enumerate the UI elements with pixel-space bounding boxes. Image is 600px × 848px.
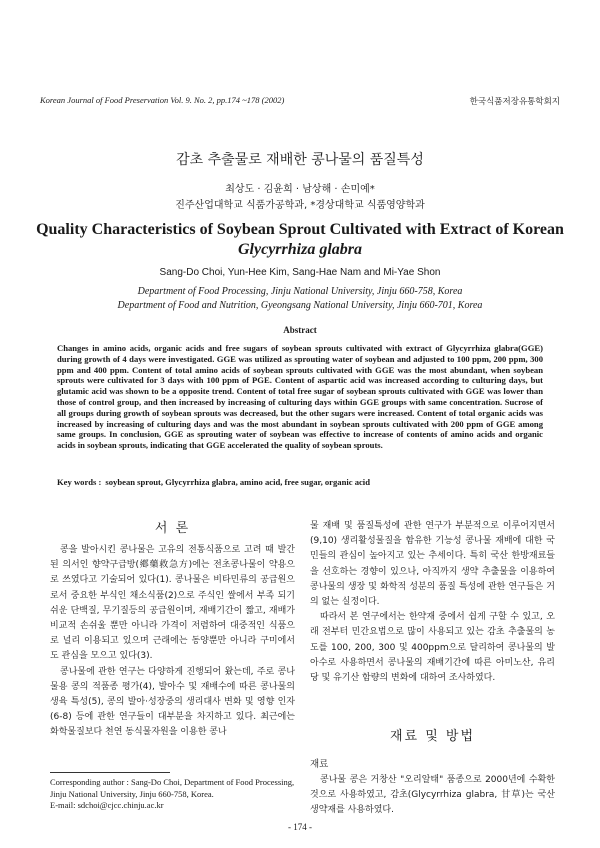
right-paragraph-1: 물 재배 및 품질특성에 관한 연구가 부분적으로 이루어지면서(9,10) 생리활성물질을 함유한 기능성 콩나물 재배에 대한 국민들의 관심이 높아지고 있는 추세이다. 특히 국산 한방재료들을 선호하는 경향이 있으나, 아직까지 생약 추출물을 이용하여 콩나물의 생장 및 화학적 성분의 품질 특성에 관한 연구들은 거의 없는 실정이다. [310, 521, 555, 608]
keywords-line [57, 477, 543, 487]
methods-heading: 재료 및 방법 [389, 729, 476, 744]
intro-heading: 서 론 [154, 521, 191, 536]
footnote-rule [50, 772, 170, 773]
corresponding-author: Corresponding author : Sang-Do Choi, Department of Food Processing, Jinju National University, Jinju 660-758, Korea. [50, 777, 295, 799]
keywords-label: Key words : [57, 477, 102, 487]
author-email: E-mail: sdchoi@cjcc.chinju.ac.kr [50, 800, 164, 810]
keywords-list: soybean sprout, Glycyrrhiza glabra, amino acid, free sugar, organic acid [105, 477, 370, 487]
english-title-line2: Glycyrrhiza glabra [238, 241, 362, 258]
page-number: - 174 - [288, 822, 312, 832]
intro-paragraph-2: 콩나물에 관한 연구는 다양하게 진행되어 왔는데, 주로 콩나물용 콩의 적품종 평가(4), 발아수 및 재배수에 따른 콩나물의 생육 특성(5), 콩의 발아·성장중의 생리대사 변화 및 영향 인자(6-8) 등에 관한 연구들이 대부분을 차지하고 있다. 최근에는 화학물질보다 천연 동식물자원을 이용한 콩나 [50, 666, 295, 738]
society-name: 한국식품저장유통학회지 [469, 97, 560, 107]
korean-title: 감초 추출물로 재배한 콩나물의 품질특성 [176, 152, 424, 168]
english-title [0, 220, 600, 260]
english-title-line1: Quality Characteristics of Soybean Sprout Cultivated with Extract of Korean [36, 221, 564, 238]
english-authors: Sang-Do Choi, Yun-Hee Kim, Sang-Hae Nam and Mi-Yae Shon [159, 267, 441, 278]
materials-subheading: 재료 [310, 759, 329, 770]
abstract-heading: Abstract [283, 325, 317, 335]
abstract-body: Changes in amino acids, organic acids and free sugars of soybean sprouts cultivated with extract of Glycyrrhiza glabra(GGE) during growth of 4 days were investigated. GGE was utilized as sprouting water of soybean and adjusted to 100 ppm, 200 ppm, 300 ppm and 400 ppm. Content of total amino acids of soybean sprouts cultivated with GGE was the most abundant, when soybean sprouts were cultivated for 3 days with 100 ppm of PGE. Content of aspartic acid was increased according to culturing days, but glutamic acid was shown to be a opposite trend. Content of total free sugar of soybean sprouts cultivated with GGE was lower than those of control group, and then increased by increasing of culturing days within GGE groups with same concentration. Sucrose of all groups during growth of soybean sprouts was decreased, but the other sugars were increased. Content of total organic acids was increased by increasing of culturing days and was the most abundant in soybean sprouts cultivated with 200 ppm of GGE among same groups. In conclusion, GGE as sprouting water of soybean was effective to increase of contents of amino acids and organic acids in soybean sprouts, indicating that GGE accelerated the quality of soybean sprouts. [57, 343, 543, 451]
materials-column [310, 773, 555, 819]
korean-affiliation: 진주산업대학교 식품가공학과, *경상대학교 식품영양학과 [175, 200, 425, 211]
right-paragraph-2: 따라서 본 연구에서는 한약재 중에서 쉽게 구할 수 있고, 오래 전부터 민간요법으로 많이 사용되고 있는 감초 추출물의 농도를 100, 200, 300 및 400ppm으로 달리하여 콩나물의 발아수로 사용하면서 콩나물의 재배기간에 따른 아미노산, 유리당 및 유기산 함량의 변화에 대하여 조사하였다. [310, 612, 555, 684]
footnote [50, 777, 295, 812]
affiliation-2: Department of Food and Nutrition, Gyeongsang National University, Jinju 660-701, Korea [117, 300, 483, 311]
korean-authors: 최상도 · 김윤희 · 남상해 · 손미예* [225, 184, 375, 195]
affiliation-1: Department of Food Processing, Jinju National University, Jinju 660-758, Korea [137, 286, 463, 297]
right-column [310, 519, 555, 686]
intro-column [50, 543, 295, 741]
materials-paragraph: 콩나물 콩은 거창산 "오리알태" 품종으로 2000년에 수확한 것으로 사용하였고, 감초(Glycyrrhiza glabra, 甘草)는 국산 생약재를 사용하였다. [310, 775, 555, 816]
intro-paragraph-1: 콩을 발아시킨 콩나물은 고유의 전통식품으로 고려 때 발간된 의서인 향약구급방(鄕藥救急方)에는 전초콩나물이 약용으로 쓰였다고 기술되어 있다(1). 콩나물은 비타민류의 공급원으로서 중요한 부식인 채소식품(2)으로 주식인 쌀에서 부족 되기 쉬운 단백질, 무기질등의 공급원이며, 재배기간이 짧고, 재배가 비교적 손쉬울 뿐만 아니라 가격이 저렴하여 대중적인 식품으로 널리 이용되고 있으며 근래에는 동양뿐만 아니라 구미에서도 관심을 모으고 있다(3). [50, 545, 295, 662]
journal-citation: Korean Journal of Food Preservation Vol. 9. No. 2, pp.174 ~178 (2002) [40, 95, 285, 105]
